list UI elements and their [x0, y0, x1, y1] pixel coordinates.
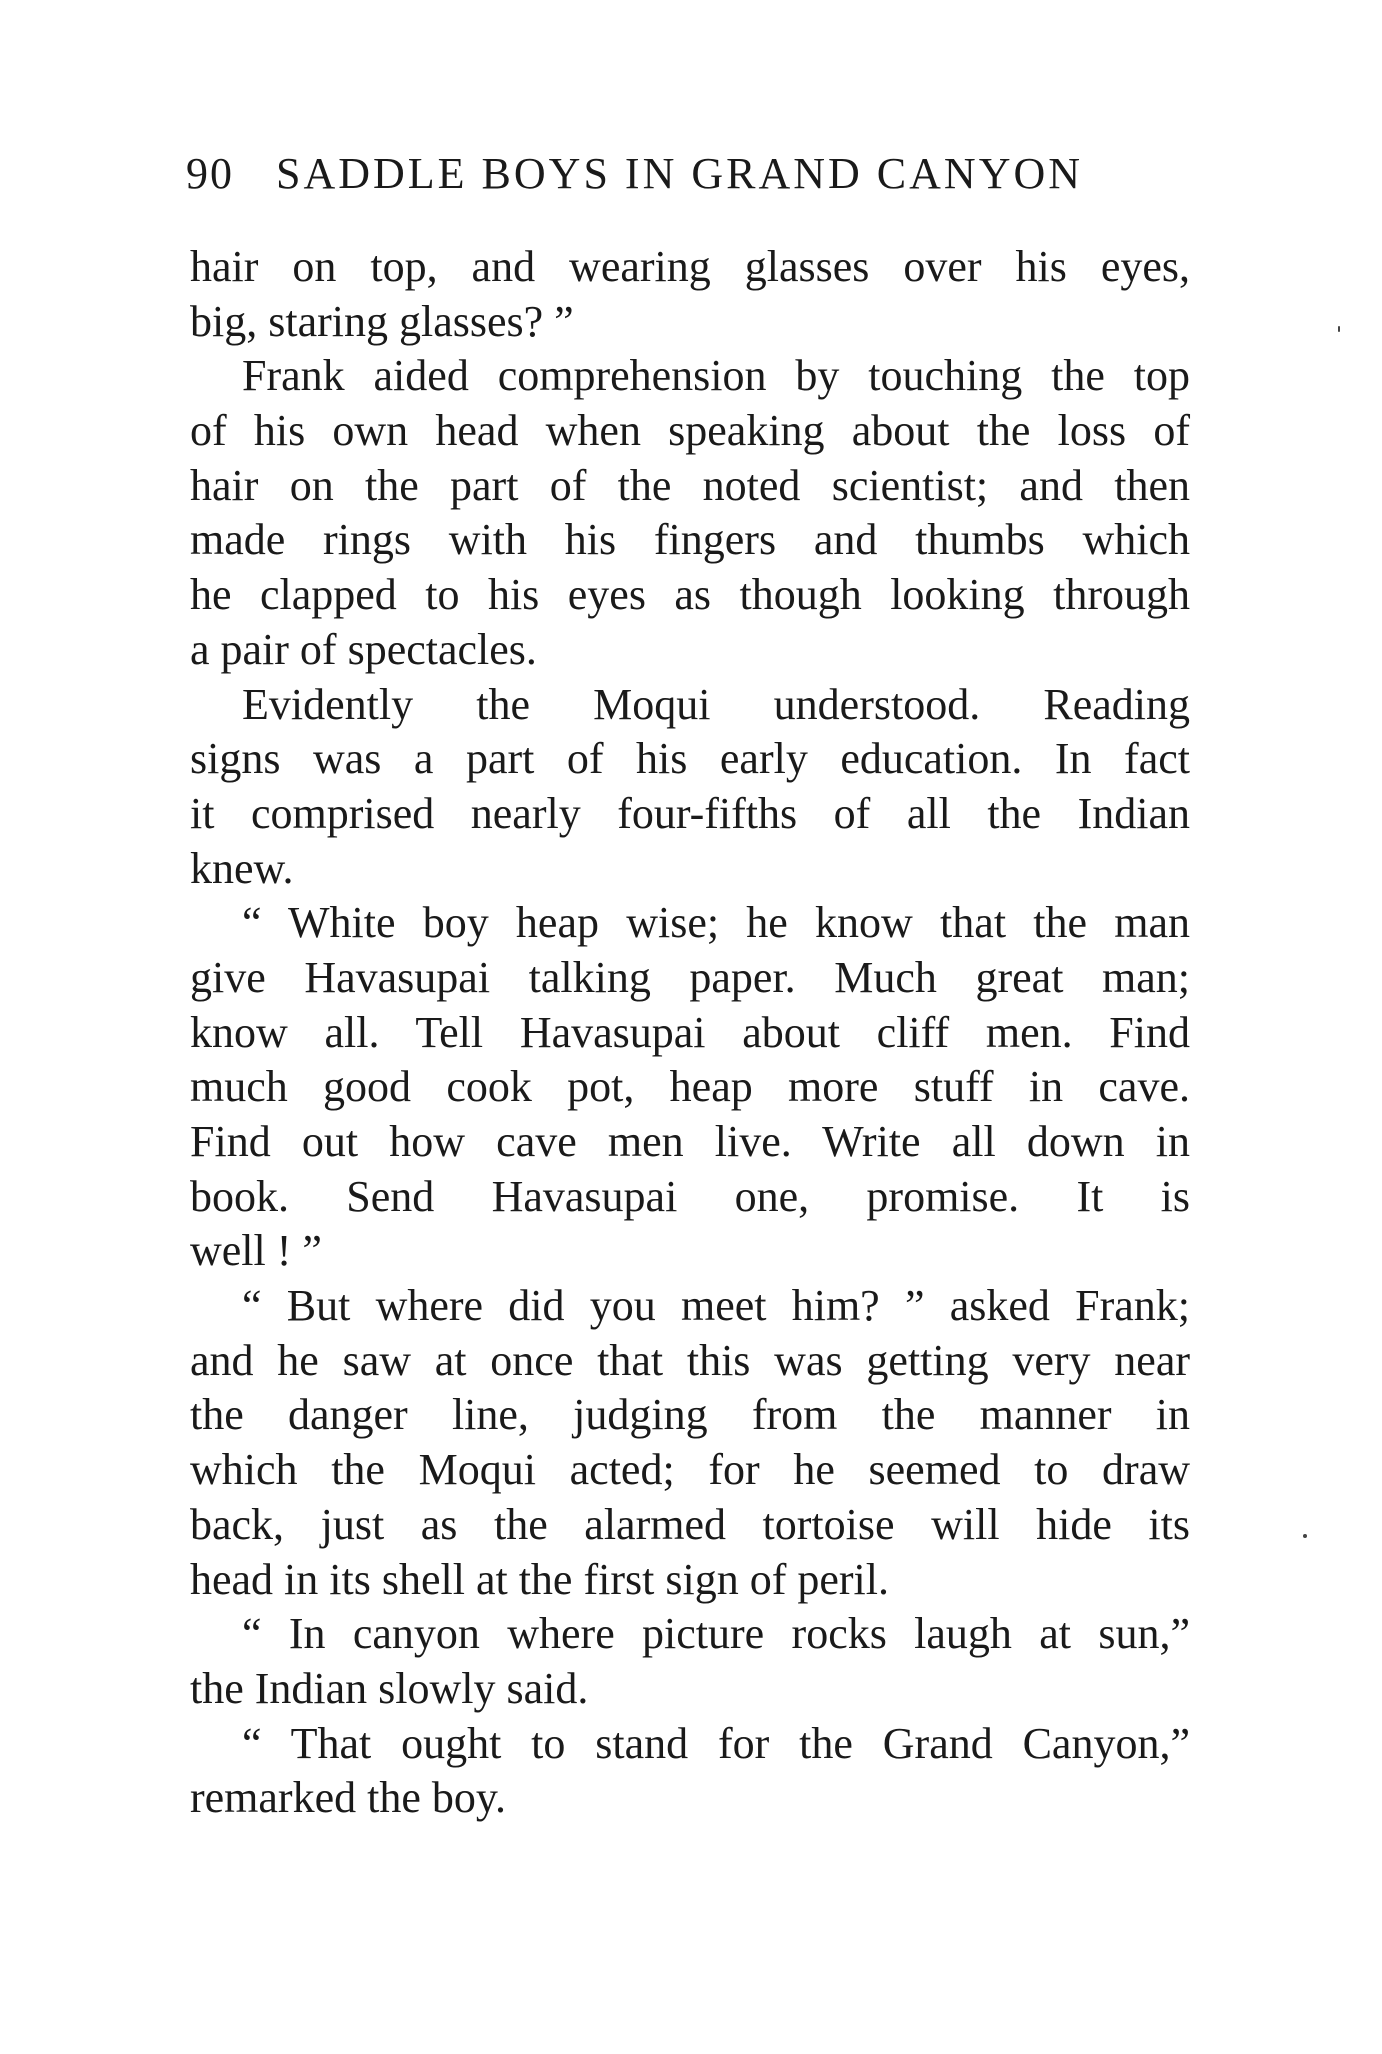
- text-line: Frank aided comprehension by touching the top: [242, 351, 1190, 401]
- text-line: “ White boy heap wise; he know that the man: [242, 898, 1190, 948]
- text-line: a pair of spectacles.: [190, 624, 537, 674]
- page-number: 90: [186, 149, 234, 198]
- body-text: [190, 240, 1190, 1826]
- text-line: it comprised nearly four-fifths of all the Indian: [190, 788, 1190, 838]
- text-line: the danger line, judging from the manner in: [190, 1390, 1190, 1440]
- text-line: he clapped to his eyes as though looking through: [190, 570, 1190, 620]
- text-line: made rings with his fingers and thumbs which: [190, 515, 1190, 565]
- text-line: “ That ought to stand for the Grand Canyon,”: [242, 1718, 1190, 1768]
- text-line: much good cook pot, heap more stuff in cave.: [190, 1062, 1190, 1112]
- text-line: give Havasupai talking paper. Much great man;: [190, 952, 1190, 1002]
- text-line: head in its shell at the first sign of peril.: [190, 1554, 889, 1604]
- text-line: the Indian slowly said.: [190, 1663, 589, 1713]
- scan-speck: [1338, 326, 1340, 332]
- text-line: Evidently the Moqui understood. Reading: [242, 679, 1190, 729]
- text-line: of his own head when speaking about the loss of: [190, 406, 1190, 456]
- text-line: big, staring glasses? ”: [190, 296, 574, 346]
- text-line: hair on top, and wearing glasses over his eyes,: [190, 242, 1190, 291]
- text-line: know all. Tell Havasupai about cliff men. Find: [190, 1007, 1190, 1057]
- text-line: which the Moqui acted; for he seemed to draw: [190, 1445, 1190, 1495]
- text-line: remarked the boy.: [190, 1773, 507, 1823]
- text-line: hair on the part of the noted scientist; and then: [190, 460, 1190, 510]
- text-line: well ! ”: [190, 1226, 322, 1276]
- text-line: Find out how cave men live. Write all down in: [190, 1117, 1190, 1166]
- text-line: “ But where did you meet him? ” asked Frank;: [242, 1281, 1190, 1331]
- running-head: [186, 148, 1196, 208]
- text-line: signs was a part of his early education. In fact: [190, 734, 1190, 784]
- text-line: and he saw at once that this was getting very near: [190, 1335, 1190, 1385]
- text-line: book. Send Havasupai one, promise. It is: [190, 1171, 1190, 1221]
- text-line: “ In canyon where picture rocks laugh at sun,”: [242, 1609, 1190, 1659]
- book-title: SADDLE BOYS IN GRAND CANYON: [276, 149, 1084, 198]
- scan-speck: [1303, 1534, 1307, 1538]
- text-line: back, just as the alarmed tortoise will hide its: [190, 1499, 1190, 1549]
- text-line: knew.: [190, 843, 294, 893]
